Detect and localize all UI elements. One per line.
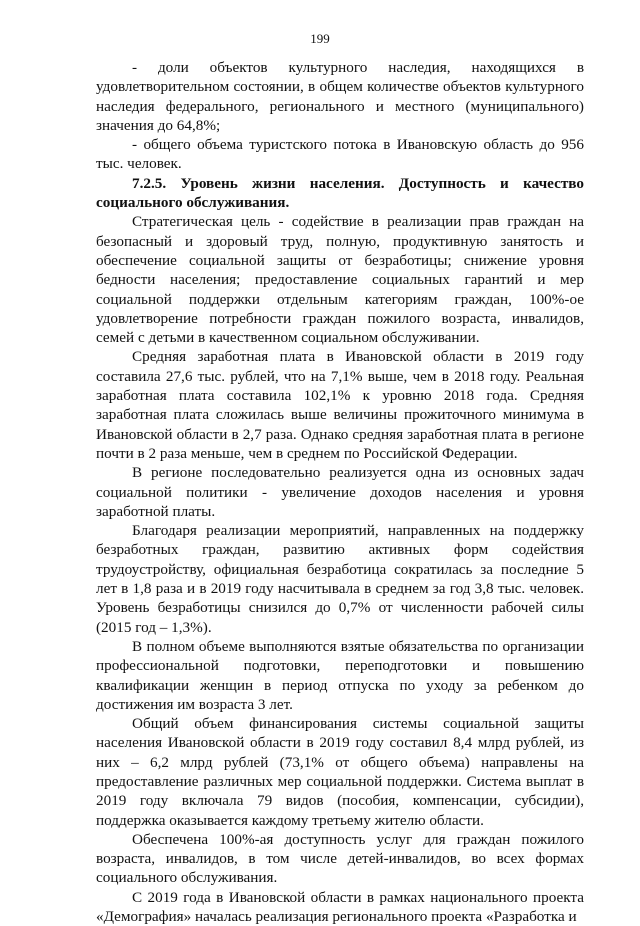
paragraph-average-salary: Средняя заработная плата в Ивановской области в 2019 году составила 27,6 тыс. рублей, что на 7,1% выше, чем в 2018 году. Реальная заработная плата составила 102,1% к уровню 2018 года. Средняя заработная плата сложилась выше величины прожиточного минимума в Ивановской области в 2,7 раза. Однако средняя заработная плата в регионе почти в 2 раза меньше, чем в среднем по Российской Федерации. (96, 348, 584, 462)
paragraph-tourist-flow: - общего объема туристского потока в Ивановскую область до 956 тыс. человек. (96, 136, 584, 173)
paragraph-women-training: В полном объеме выполняются взятые обязательства по организации профессиональной подготовки, переподготовки и повышению квалификации женщин в период отпуска по уходу за ребенком до достижения им возраста 3 лет. (96, 637, 584, 713)
paragraph-cultural-heritage: - доли объектов культурного наследия, находящихся в удовлетворительном состоянии, в общем количестве объектов культурного наследия федерального, регионального и местного (муниципального) значения до 64,8%; (96, 59, 584, 134)
paragraph-unemployment: Благодаря реализации мероприятий, направленных на поддержку безработных граждан, развитию активных форм содействия трудоустройству, официальная безработица сократилась за последние 5 лет в 1,8 раза и в 2019 году насчитывала в среднем за год 3,8 тыс. человек. Уровень безработицы снизился до 0,7% от численности рабочей силы (2015 год – 1,3%). (96, 522, 584, 636)
page-number: 199 (310, 31, 330, 46)
section-heading: 7.2.5. Уровень жизни населения. Доступность и качество социального обслуживания. (96, 174, 584, 212)
paragraph-service-accessibility: Обеспечена 100%-ая доступность услуг для граждан пожилого возраста, инвалидов, в том числе детей-инвалидов, во всех формах социального обслуживания. (96, 830, 584, 887)
document-body (96, 58, 584, 926)
paragraph-social-policy: В регионе последовательно реализуется одна из основных задач социальной политики - увеличение доходов населения и уровня заработной платы. (96, 464, 584, 520)
paragraph-strategic-goal: Стратегическая цель - содействие в реализации прав граждан на безопасный и здоровый труд, полную, продуктивную занятость и обеспечение социальной защиты от безработицы; снижение уровня бедности населения; предоставление социальных гарантий и мер социальной поддержки отдельным категориям граждан, 100%-ое удовлетворение потребности граждан пожилого возраста, инвалидов, семей с детьми в качественном социальном обслуживании. (96, 213, 584, 347)
paragraph-demography-project: С 2019 года в Ивановской области в рамках национального проекта «Демография» началась реализация регионального проекта «Разработка и (96, 888, 584, 926)
paragraph-social-protection-funding: Общий объем финансирования системы социальной защиты населения Ивановской области в 2019 году составил 8,4 млрд рублей, из них – 6,2 млрд рублей (73,1% от общего объема) направлены на предоставление различных мер социальной поддержки. Система выплат в 2019 году включала 79 видов (пособия, компенсации, субсидии), поддержка оказывается каждому третьему жителю области. (96, 715, 584, 829)
